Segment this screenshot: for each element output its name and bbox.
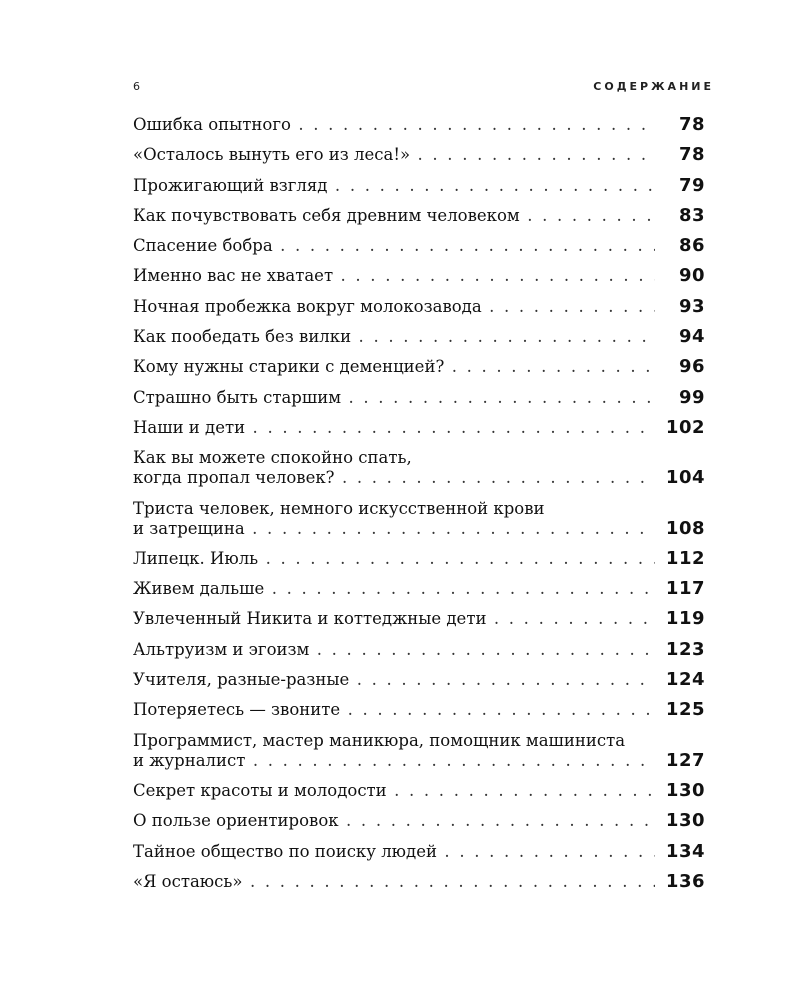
toc-entry-page-number: 83 [678,204,705,226]
toc-entry-page-number: 78 [678,144,705,166]
toc-entry-title-line: Липецк. Июль . . . [133,549,655,569]
toc-entry[interactable] [133,549,705,569]
toc-entry[interactable] [133,297,705,317]
toc-entry-title-line: Программист, мастер маникюра, помощник машиниста [133,730,626,750]
toc-entry-title-line: Как почувствовать себя древним человеком . . . [133,206,655,226]
toc-entry-page-number: 99 [678,386,705,408]
toc-entry[interactable] [133,176,705,196]
toc-entry[interactable] [133,115,705,135]
toc-entry-title-line: «Я остаюсь» . . . [133,872,655,892]
toc-entry[interactable] [133,872,705,892]
toc-entry-title-line: и журналист . . . [133,751,655,771]
toc-entry-title-line: Учителя, разные-разные . . . [133,670,655,690]
toc-entry-title [133,388,661,408]
toc-entry-page-number: 112 [665,547,705,569]
toc-entry-title [133,418,661,438]
toc-entry-title-line: Ошибка опытного . . . [133,115,655,135]
toc-entry-title [133,357,661,377]
toc-entry[interactable] [133,731,705,771]
toc-entry-title-line: Альтруизм и эгоизм . . . [133,640,655,660]
toc-entry-title-line: Тайное общество по поиску людей . . . [133,842,655,862]
toc-entry[interactable] [133,579,705,599]
toc-entry-title [133,731,661,771]
toc-entry[interactable] [133,206,705,226]
toc-entry[interactable] [133,418,705,438]
toc-entry[interactable] [133,781,705,801]
toc-entry-title [133,499,661,539]
toc-entry-title-line: Страшно быть старшим . . . [133,388,655,408]
toc-entry-page-number: 125 [665,699,705,721]
toc-entry-page-number: 90 [678,265,705,287]
toc-entry[interactable] [133,327,705,347]
toc-entry-title [133,266,661,286]
table-of-contents [133,115,705,902]
toc-entry-page-number: 86 [678,235,705,257]
toc-entry-title [133,236,661,256]
toc-entry-title [133,206,661,226]
toc-entry-title [133,297,661,317]
toc-entry-title [133,176,661,196]
toc-entry[interactable] [133,266,705,286]
toc-entry-title-line: Живем дальше . . . [133,579,655,599]
section-title: СОДЕРЖАНИЕ [593,80,714,93]
toc-entry-title-line: Именно вас не хватает . . . [133,266,655,286]
toc-entry-page-number: 130 [665,779,705,801]
toc-entry-page-number: 117 [665,578,705,600]
toc-entry[interactable] [133,670,705,690]
toc-entry-page-number: 93 [678,295,705,317]
toc-entry-page-number: 119 [665,608,705,630]
toc-entry-title [133,842,661,862]
toc-entry[interactable] [133,700,705,720]
toc-entry[interactable] [133,811,705,831]
toc-entry-title [133,811,661,831]
toc-entry-page-number: 124 [665,669,705,691]
toc-entry-page-number: 123 [665,638,705,660]
toc-entry[interactable] [133,499,705,539]
toc-entry-page-number: 102 [665,416,705,438]
toc-entry-title [133,579,661,599]
running-head [133,80,714,96]
toc-entry-title-line: О пользе ориентировок . . . [133,811,655,831]
toc-entry-title [133,781,661,801]
toc-entry-title-line: Спасение бобра . . . [133,236,655,256]
toc-entry-title-line: Прожигающий взгляд . . . [133,176,655,196]
toc-entry[interactable] [133,236,705,256]
toc-entry[interactable] [133,388,705,408]
toc-entry-page-number: 94 [678,326,705,348]
toc-entry-page-number: 96 [678,356,705,378]
toc-entry-title-line: когда пропал человек? . . . [133,468,655,488]
toc-entry[interactable] [133,609,705,629]
toc-entry-page-number: 78 [678,114,705,135]
toc-entry-title-line: Триста человек, немного искусственной крови [133,498,545,518]
toc-entry-title-line: «Осталось вынуть его из леса!» . . . [133,145,655,165]
toc-entry-title [133,327,661,347]
toc-entry-title [133,670,661,690]
toc-entry-title-line: Увлеченный Никита и коттеджные дети . . . [133,609,655,629]
toc-entry-title-line: Ночная пробежка вокруг молокозавода . . . [133,297,655,317]
toc-entry-title-line: Секрет красоты и молодости . . . [133,781,655,801]
toc-entry[interactable] [133,357,705,377]
toc-entry[interactable] [133,842,705,862]
toc-entry-page-number: 134 [665,840,705,862]
toc-entry[interactable] [133,448,705,488]
toc-entry-page-number: 127 [665,749,705,771]
toc-entry-page-number: 108 [665,517,705,539]
toc-entry-title-line: Кому нужны старики с деменцией? . . . [133,357,655,377]
toc-entry[interactable] [133,145,705,165]
toc-entry-title-line: Как вы можете спокойно спать, [133,448,412,468]
toc-entry-title-line: и затрещина . . . [133,519,655,539]
toc-entry-title-line: Наши и дети . . . [133,418,655,438]
toc-entry-title-line: Как пообедать без вилки . . . [133,327,655,347]
toc-entry-title [133,640,661,660]
page-number: 6 [133,80,143,93]
toc-entry[interactable] [133,640,705,660]
toc-entry-title [133,448,661,488]
toc-entry-title [133,700,661,720]
toc-entry-title [133,872,661,892]
toc-entry-page-number: 79 [678,174,705,196]
toc-entry-title [133,115,661,135]
toc-entry-title [133,609,661,629]
toc-entry-page-number: 104 [665,467,705,489]
toc-entry-page-number: 130 [665,810,705,832]
toc-entry-page-number: 136 [665,870,705,892]
toc-entry-title [133,145,661,165]
toc-entry-title-line: Потеряетесь — звоните . . . [133,700,655,720]
toc-entry-title [133,549,661,569]
